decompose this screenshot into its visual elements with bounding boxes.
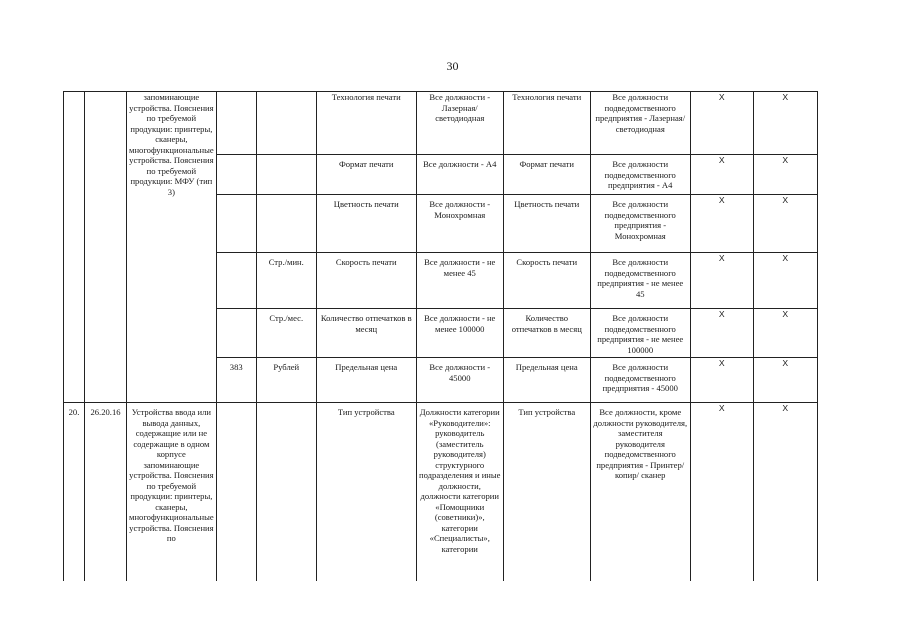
code-cell [216, 195, 256, 253]
mark-cell: X [753, 253, 817, 309]
mark-cell: X [753, 155, 817, 195]
code-cell [216, 403, 256, 581]
characteristic2-cell: Количество отпечатков в месяц [503, 309, 590, 358]
table-row [64, 92, 818, 155]
code-cell: 383 [216, 358, 256, 403]
value-cell: Все должности - Монохромная [416, 195, 503, 253]
unit-cell: Стр./мин. [256, 253, 316, 309]
description-cell [127, 92, 217, 403]
unit-cell [256, 403, 316, 581]
mark-cell: X [753, 403, 817, 581]
okpd-cell: 26.20.16 [85, 403, 127, 581]
mark-cell: X [753, 195, 817, 253]
page-number: 30 [446, 59, 459, 73]
characteristic2-cell: Формат печати [503, 155, 590, 195]
description-text: запоминающие устройства. Пояснения по требуемой продукции: принтеры, сканеры, многофункциональные устройства. Пояснения по требуемой продукции: МФУ (тип 3) [129, 92, 214, 197]
okpd-cell [85, 92, 127, 403]
characteristic-cell: Количество отпечатков в месяц [316, 309, 416, 358]
num-cell [64, 92, 85, 403]
value-cell: Все должности - не менее 100000 [416, 309, 503, 358]
characteristic-cell: Технология печати [316, 92, 416, 155]
mark-cell: X [690, 92, 753, 155]
code-cell [216, 155, 256, 195]
value2-cell: Все должности подведомственного предприятия - Монохромная [590, 195, 690, 253]
value-cell: Все должности - 45000 [416, 358, 503, 403]
table-row [64, 403, 818, 581]
code-cell [216, 309, 256, 358]
value2-cell: Все должности подведомственного предприятия - Лазерная/ светодиодная [590, 92, 690, 155]
code-cell [216, 92, 256, 155]
mark-cell: X [690, 403, 753, 581]
unit-cell: Стр./мес. [256, 309, 316, 358]
description-cell: Устройства ввода или вывода данных, содержащие или не содержащие в одном корпусе запоминающие устройства. Пояснения по требуемой продукции: принтеры, сканеры, многофункциональные устройства. Пояснения по [127, 403, 217, 581]
mark-cell: X [690, 309, 753, 358]
characteristic2-cell: Предельная цена [503, 358, 590, 403]
characteristic2-cell: Скорость печати [503, 253, 590, 309]
mark-cell: X [753, 358, 817, 403]
mark-cell: X [690, 358, 753, 403]
mark-cell: X [690, 155, 753, 195]
unit-cell [256, 155, 316, 195]
characteristic-cell: Скорость печати [316, 253, 416, 309]
value-cell: Все должности - не менее 45 [416, 253, 503, 309]
value2-cell: Все должности подведомственного предприятия - А4 [590, 155, 690, 195]
value-cell: Все должности - А4 [416, 155, 503, 195]
unit-cell [256, 195, 316, 253]
characteristic-cell: Цветность печати [316, 195, 416, 253]
num-cell: 20. [64, 403, 85, 581]
value2-cell: Все должности, кроме должности руководителя, заместителя руководителя подведомственного предприятия - Принтер/копир/ сканер [590, 403, 690, 581]
mark-cell: X [753, 309, 817, 358]
characteristic2-cell: Технология печати [503, 92, 590, 155]
characteristic2-cell: Тип устройства [503, 403, 590, 581]
unit-cell [256, 92, 316, 155]
value2-cell: Все должности подведомственного предприятия - не менее 100000 [590, 309, 690, 358]
value2-cell: Все должности подведомственного предприятия - 45000 [590, 358, 690, 403]
characteristic-cell: Формат печати [316, 155, 416, 195]
value-cell: Должности категории «Руководители»: руководитель (заместитель руководителя) структурного подразделения и иные должности, должности категории «Помощники (советники)», категории «Специалисты», категории [416, 403, 503, 581]
characteristic-cell: Тип устройства [316, 403, 416, 581]
code-cell [216, 253, 256, 309]
characteristic2-cell: Цветность печати [503, 195, 590, 253]
unit-cell: Рублей [256, 358, 316, 403]
value2-cell: Все должности подведомственного предприятия - не менее 45 [590, 253, 690, 309]
mark-cell: X [753, 92, 817, 155]
mark-cell: X [690, 253, 753, 309]
value-cell: Все должности - Лазерная/ светодиодная [416, 92, 503, 155]
mark-cell: X [690, 195, 753, 253]
characteristic-cell: Предельная цена [316, 358, 416, 403]
specification-table [63, 91, 818, 581]
